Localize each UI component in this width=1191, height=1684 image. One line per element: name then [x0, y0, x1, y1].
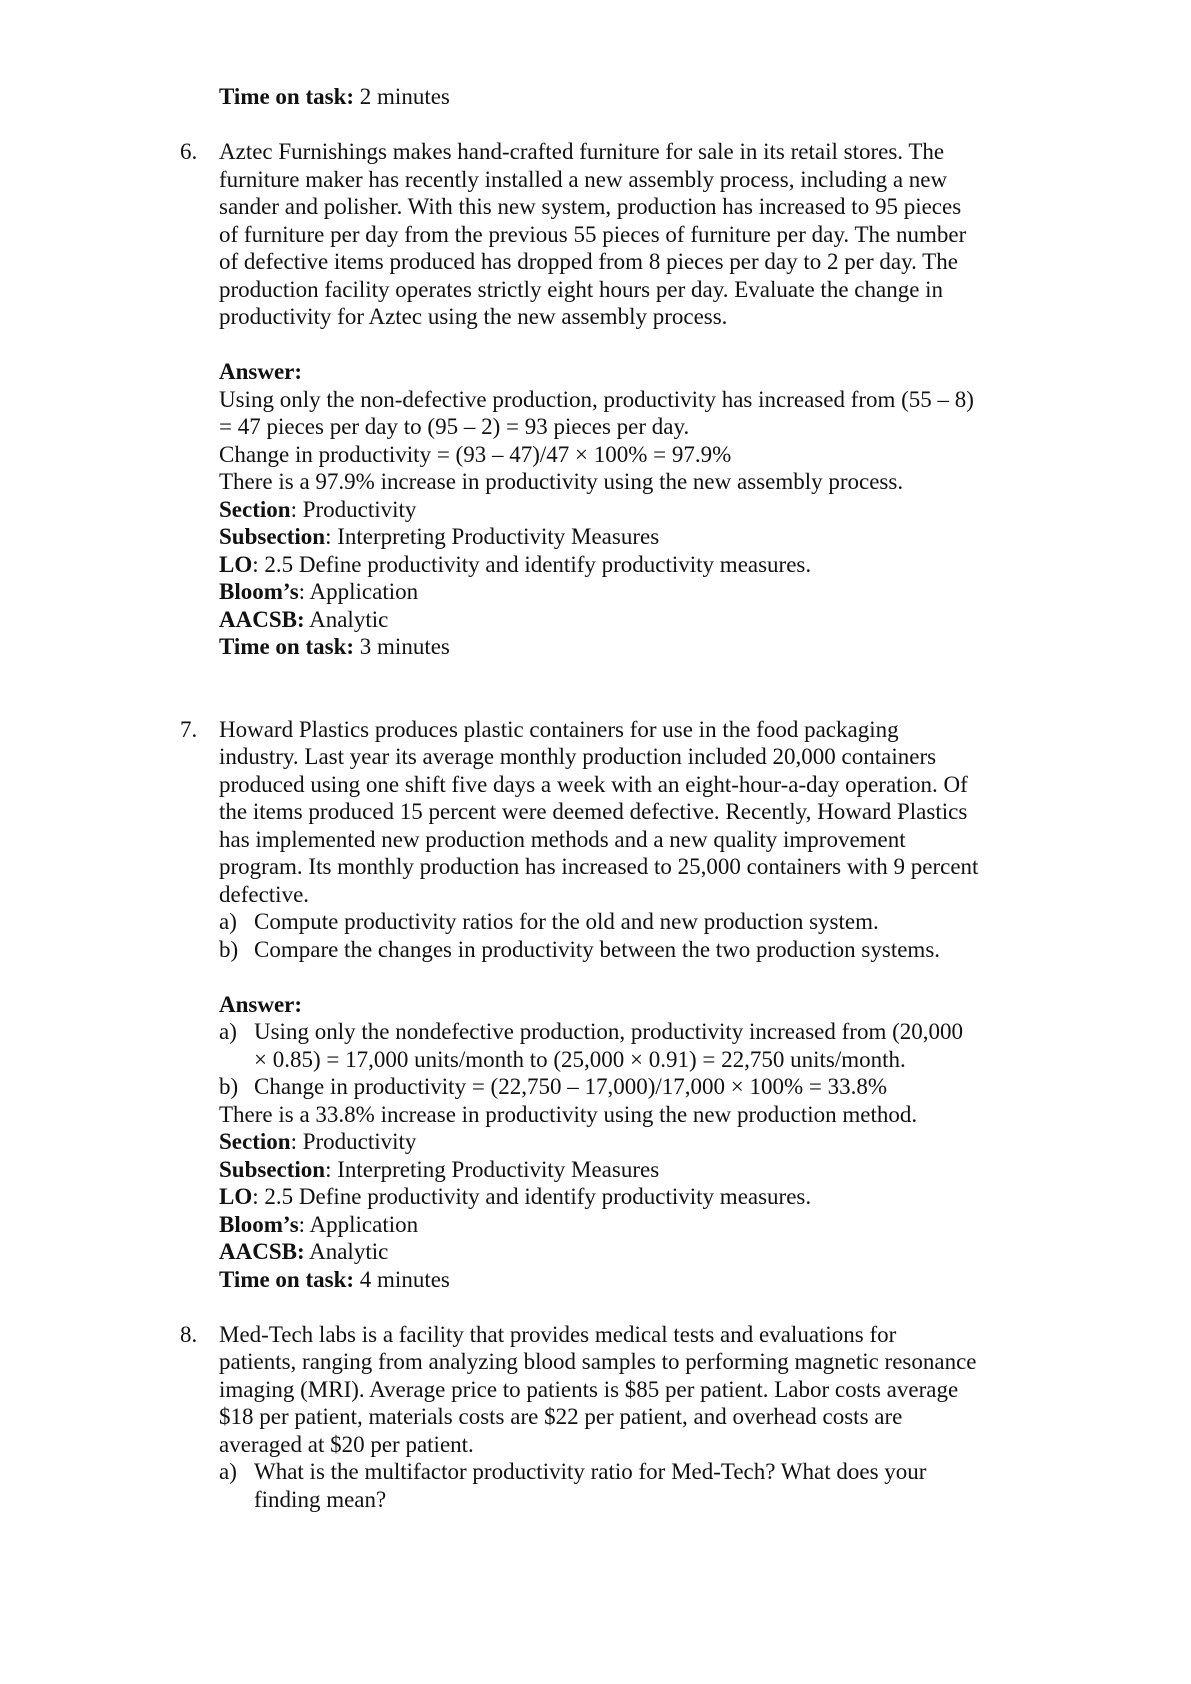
- q6-answer-line: There is a 97.9% increase in productivity using the new assembly process.: [219, 469, 904, 494]
- q6-answer-line: Using only the non-defective production, productivity has increased from (55 – 8): [219, 387, 974, 412]
- q6-subsection: Subsection: Interpreting Productivity Measures: [219, 524, 660, 549]
- q6-section: Section: Productivity: [219, 497, 417, 522]
- q7-answer-heading: Answer:: [219, 992, 303, 1017]
- time-on-task-label: Time on task:: [219, 84, 355, 109]
- q6-text-line: productivity for Aztec using the new assembly process.: [219, 304, 728, 329]
- q6-text-line: production facility operates strictly eight hours per day. Evaluate the change in: [219, 277, 944, 302]
- q7-text-line: defective.: [219, 882, 310, 907]
- q6-text-line: furniture maker has recently installed a new assembly process, including a new: [219, 167, 948, 192]
- q7-part-letter: b): [219, 937, 239, 962]
- q7-section: Section: Productivity: [219, 1129, 417, 1154]
- q7-learning-objective: LO: 2.5 Define productivity and identify productivity measures.: [219, 1184, 812, 1209]
- q7-blooms: Bloom’s: Application: [219, 1212, 419, 1237]
- q6-blooms: Bloom’s: Application: [219, 579, 419, 604]
- q7-text-line: Howard Plastics produces plastic containers for use in the food packaging: [219, 717, 899, 742]
- q7-text-line: the items produced 15 percent were deemed defective. Recently, Howard Plastics: [219, 799, 968, 824]
- q7-part-letter: a): [219, 909, 237, 934]
- q7-text-line: industry. Last year its average monthly production included 20,000 containers: [219, 744, 937, 769]
- q7-text-line: produced using one shift five days a week with an eight-hour-a-day operation. Of: [219, 772, 968, 797]
- q6-text-line: of furniture per day from the previous 55 pieces of furniture per day. The number: [219, 222, 967, 247]
- q7-answer-a-line: Using only the nondefective production, productivity increased from (20,000: [254, 1019, 963, 1044]
- q7-subsection: Subsection: Interpreting Productivity Measures: [219, 1157, 660, 1182]
- q8-part-a-letter: a): [219, 1459, 237, 1484]
- q6-aacsb: AACSB: Analytic: [219, 607, 389, 632]
- q8-part-a-line: What is the multifactor productivity ratio for Med-Tech? What does your: [254, 1459, 927, 1484]
- q7-aacsb: AACSB: Analytic: [219, 1239, 389, 1264]
- q7-text-line: has implemented new production methods and a new quality improvement: [219, 827, 906, 852]
- q6-text-line: of defective items produced has dropped from 8 pieces per day to 2 per day. The: [219, 249, 958, 274]
- time-on-task-value: 2 minutes: [354, 84, 450, 109]
- q8-text-line: Med-Tech labs is a facility that provides medical tests and evaluations for: [219, 1322, 897, 1347]
- q7-answer-b-letter: b): [219, 1074, 239, 1099]
- q7-part-text: Compute productivity ratios for the old and new production system.: [254, 909, 879, 934]
- q7-time-on-task: Time on task: 4 minutes: [219, 1267, 450, 1292]
- q6-text-line: Aztec Furnishings makes hand-crafted furniture for sale in its retail stores. The: [219, 139, 945, 164]
- q6-text-line: sander and polisher. With this new system, production has increased to 95 pieces: [219, 194, 962, 219]
- question-6-number: 6.: [180, 139, 198, 164]
- q6-learning-objective: LO: 2.5 Define productivity and identify productivity measures.: [219, 552, 812, 577]
- q6-answer-heading: Answer:: [219, 359, 303, 384]
- time-on-task-line: [219, 83, 450, 111]
- q8-text-line: patients, ranging from analyzing blood samples to performing magnetic resonance: [219, 1349, 977, 1374]
- question-8-number: 8.: [180, 1322, 198, 1347]
- q8-part-a-line: finding mean?: [254, 1487, 387, 1512]
- q7-answer-a-letter: a): [219, 1019, 237, 1044]
- q7-answer-b-text: Change in productivity = (22,750 – 17,000)/17,000 × 100% = 33.8%: [254, 1074, 888, 1099]
- q7-answer-summary: There is a 33.8% increase in productivity using the new production method.: [219, 1102, 918, 1127]
- q7-text-line: program. Its monthly production has increased to 25,000 containers with 9 percent: [219, 854, 979, 879]
- q7-answer-a-line: × 0.85) = 17,000 units/month to (25,000 × 0.91) = 22,750 units/month.: [254, 1047, 906, 1072]
- q7-part-text: Compare the changes in productivity between the two production systems.: [254, 937, 941, 962]
- q6-time-on-task: Time on task: 3 minutes: [219, 634, 450, 659]
- q8-text-line: imaging (MRI). Average price to patients is $85 per patient. Labor costs average: [219, 1377, 959, 1402]
- q8-text-line: averaged at $20 per patient.: [219, 1432, 474, 1457]
- q8-text-line: $18 per patient, materials costs are $22 per patient, and overhead costs are: [219, 1404, 903, 1429]
- q6-answer-line: = 47 pieces per day to (95 – 2) = 93 pieces per day.: [219, 414, 690, 439]
- question-7-number: 7.: [180, 717, 198, 742]
- q6-answer-line: Change in productivity = (93 – 47)/47 × 100% = 97.9%: [219, 442, 732, 467]
